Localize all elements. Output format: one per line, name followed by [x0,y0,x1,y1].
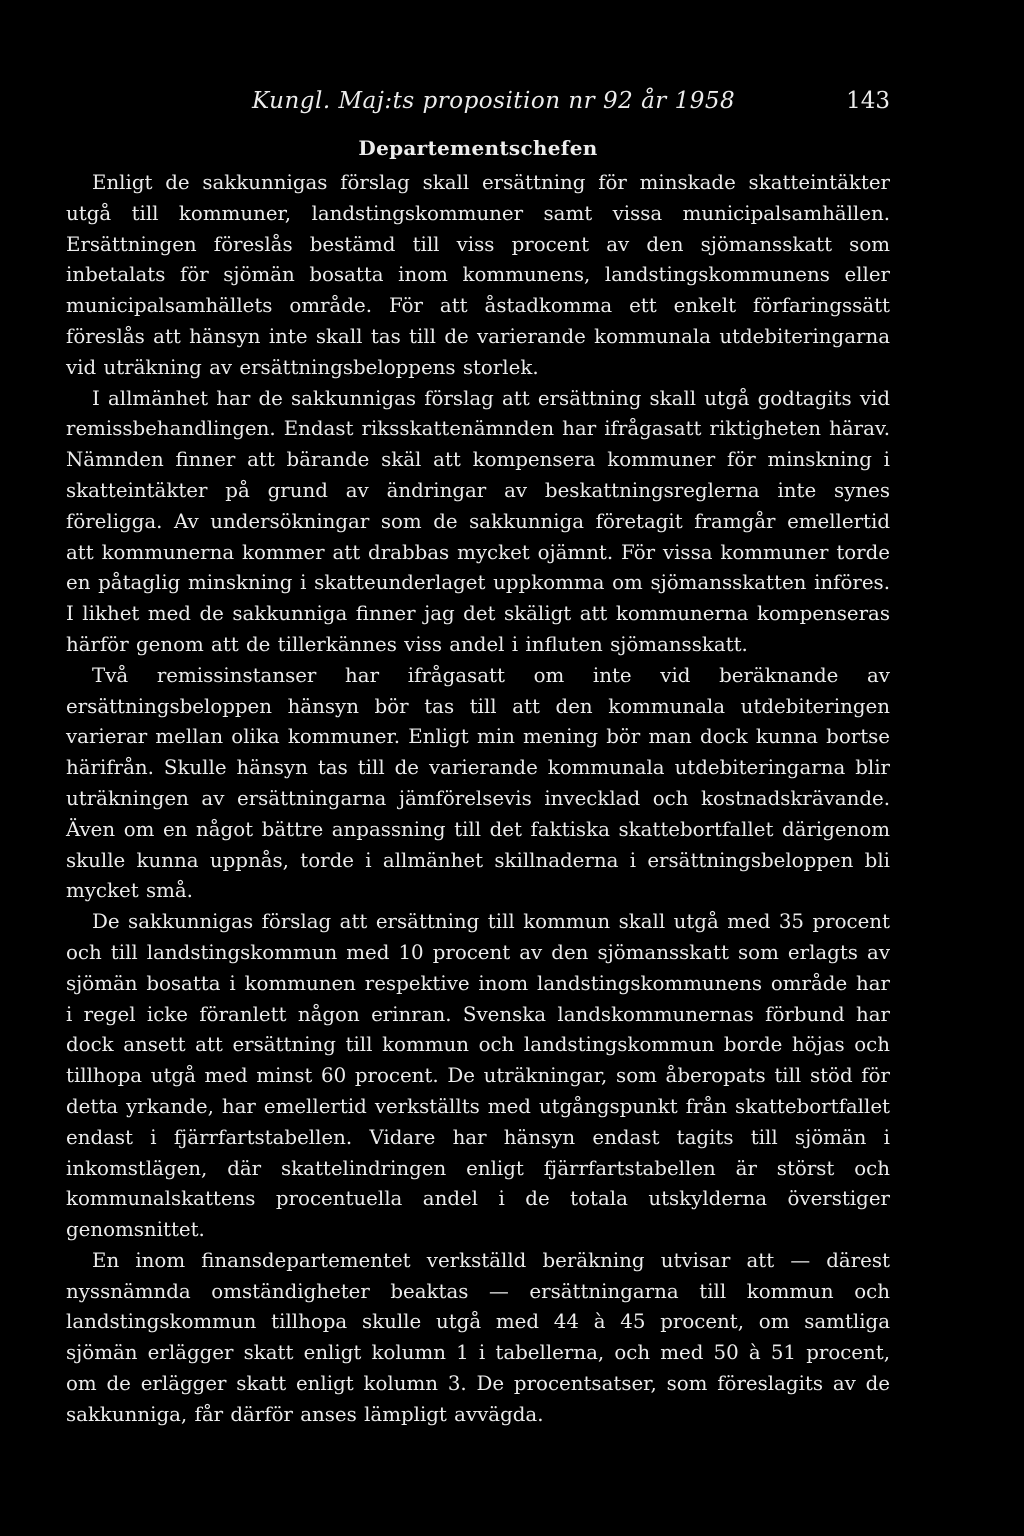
paragraph: Två remissinstanser har ifrågasatt om inte vid beräknande av ersättningsbeloppen hänsyn bör tas till att den kommunala utdebiteringen varierar mellan olika kommuner. Enligt min mening bör man dock kunna bortse härifrån. Skulle hänsyn tas till de varierande kommunala utdebiteringarna blir uträkningen av ersättningarna jämförelsevis invecklad och kostnadskrävande. Även om en något bättre anpassning till det faktiska skattebortfallet därigenom skulle kunna uppnås, torde i allmänhet skillnaderna i ersättningsbeloppen bli mycket små. [66,663,890,903]
page-number: 143 [846,88,890,114]
paragraph: En inom finansdepartementet verkställd beräkning utvisar att — därest nyssnämnda omständigheter beaktas — ersättningarna till kommun och landstingskommun tillhopa skulle utgå med 44 à 45 procent, om samtliga sjömän erlägger skatt enligt kolumn 1 i tabellerna, och med 50 à 51 procent, om de erlägger skatt enligt kolumn 3. De procentsatser, som föreslagits av de sakkunniga, får därför anses lämpligt avvägda. [66,1248,890,1426]
running-header [66,88,890,136]
paragraph: De sakkunnigas förslag att ersättning till kommun skall utgå med 35 procent och till landstingskommun med 10 procent av den sjömansskatt som erlagts av sjömän bosatta i kommunen respektive inom landstingskommunens område har i regel icke föranlett någon erinran. Svenska landskommunernas förbund har dock ansett att ersättning till kommun och landstingskommun borde höjas och tillhopa utgå med minst 60 procent. De uträkningar, som åberopats till stöd för detta yrkande, har emellertid verkställts med utgångspunkt från skattebortfallet endast i fjärrfartstabellen. Vidare har hänsyn endast tagits till sjömän i inkomstlägen, där skattelindringen enligt fjärrfartstabellen är störst och kommunalskattens procentuella andel i de totala utskylderna överstiger genomsnittet. [66,910,890,1242]
section-heading: Departementschefen [358,136,598,160]
body-text [66,168,890,1431]
paragraph: Enligt de sakkunnigas förslag skall ersättning för minskade skatteintäkter utgå till kommuner, landstingskommuner samt vissa municipalsamhällen. Ersättningen föreslås bestämd till viss procent av den sjömansskatt som inbetalats för sjömän bosatta inom kommunens, landstingskommunens eller municipalsamhällets område. För att åstadkomma ett enkelt förfaringssätt föreslås att hänsyn inte skall tas till de varierande kommunala utdebiteringarna vid uträkning av ersättningsbeloppens storlek. [66,171,890,379]
paragraph: I allmänhet har de sakkunnigas förslag att ersättning skall utgå godtagits vid remissbehandlingen. Endast riksskattenämnden har ifrågasatt riktigheten härav. Nämnden finner att bärande skäl att kompensera kommuner för minskning i skatteintäkter på grund av ändringar av beskattningsreglerna inte synes föreligga. Av undersökningar som de sakkunniga företagit framgår emellertid att kommunerna kommer att drabbas mycket ojämnt. För vissa kommuner torde en påtaglig minskning i skatteunderlaget uppkomma om sjömansskatten införes. I likhet med de sakkunniga finner jag det skäligt att kommunerna kompenseras härför genom att de tillerkännes viss andel i influten sjömansskatt. [66,386,890,656]
publication-title: Kungl. Maj:ts proposition nr 92 år 1958 [252,88,736,114]
page-content [66,88,890,1431]
